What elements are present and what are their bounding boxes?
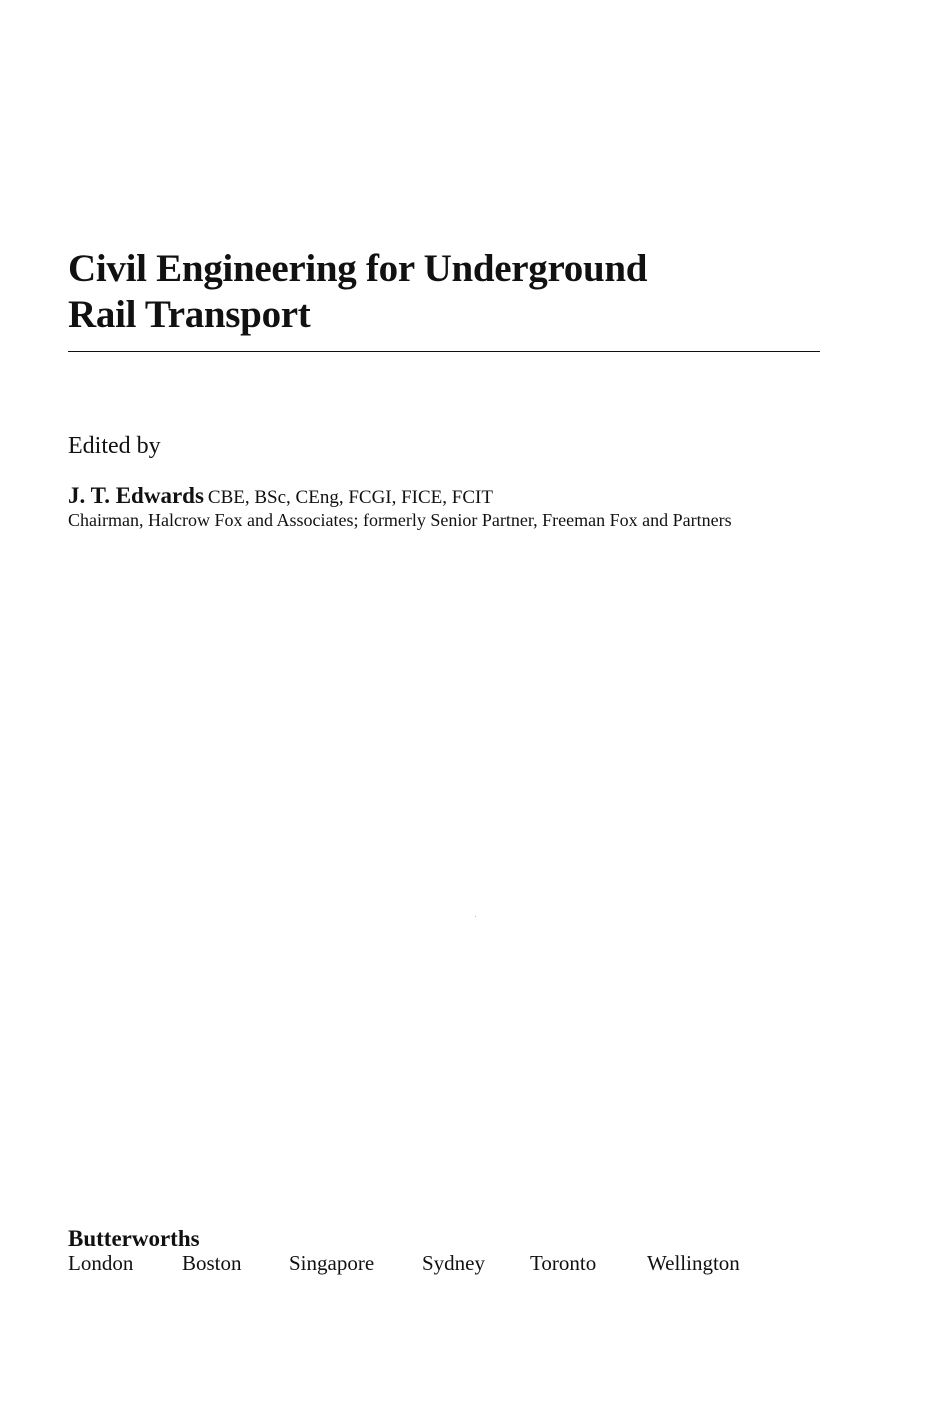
book-title [68, 246, 647, 338]
editor-affiliation: Chairman, Halcrow Fox and Associates; formerly Senior Partner, Freeman Fox and Partners [68, 510, 732, 530]
publisher-city: Boston [182, 1251, 242, 1275]
title-rule-divider [68, 351, 820, 352]
publisher-city: London [68, 1251, 134, 1275]
editor-qualifications: CBE, BSc, CEng, FCGI, FICE, FCIT [207, 487, 493, 508]
publisher-city: Sydney [422, 1251, 485, 1275]
publisher-city: Toronto [530, 1251, 597, 1275]
editor-name: J. T. Edwards [68, 483, 204, 508]
edited-by-label: Edited by [68, 433, 161, 459]
publisher-name: Butterworths [68, 1226, 200, 1251]
publisher-cities [68, 1250, 768, 1276]
publisher-city: Singapore [289, 1251, 375, 1275]
book-title-line-2: Rail Transport [68, 293, 311, 336]
print-speck [475, 916, 476, 917]
publisher-city: Wellington [647, 1251, 740, 1275]
book-title-line-1: Civil Engineering for Underground [68, 247, 648, 290]
